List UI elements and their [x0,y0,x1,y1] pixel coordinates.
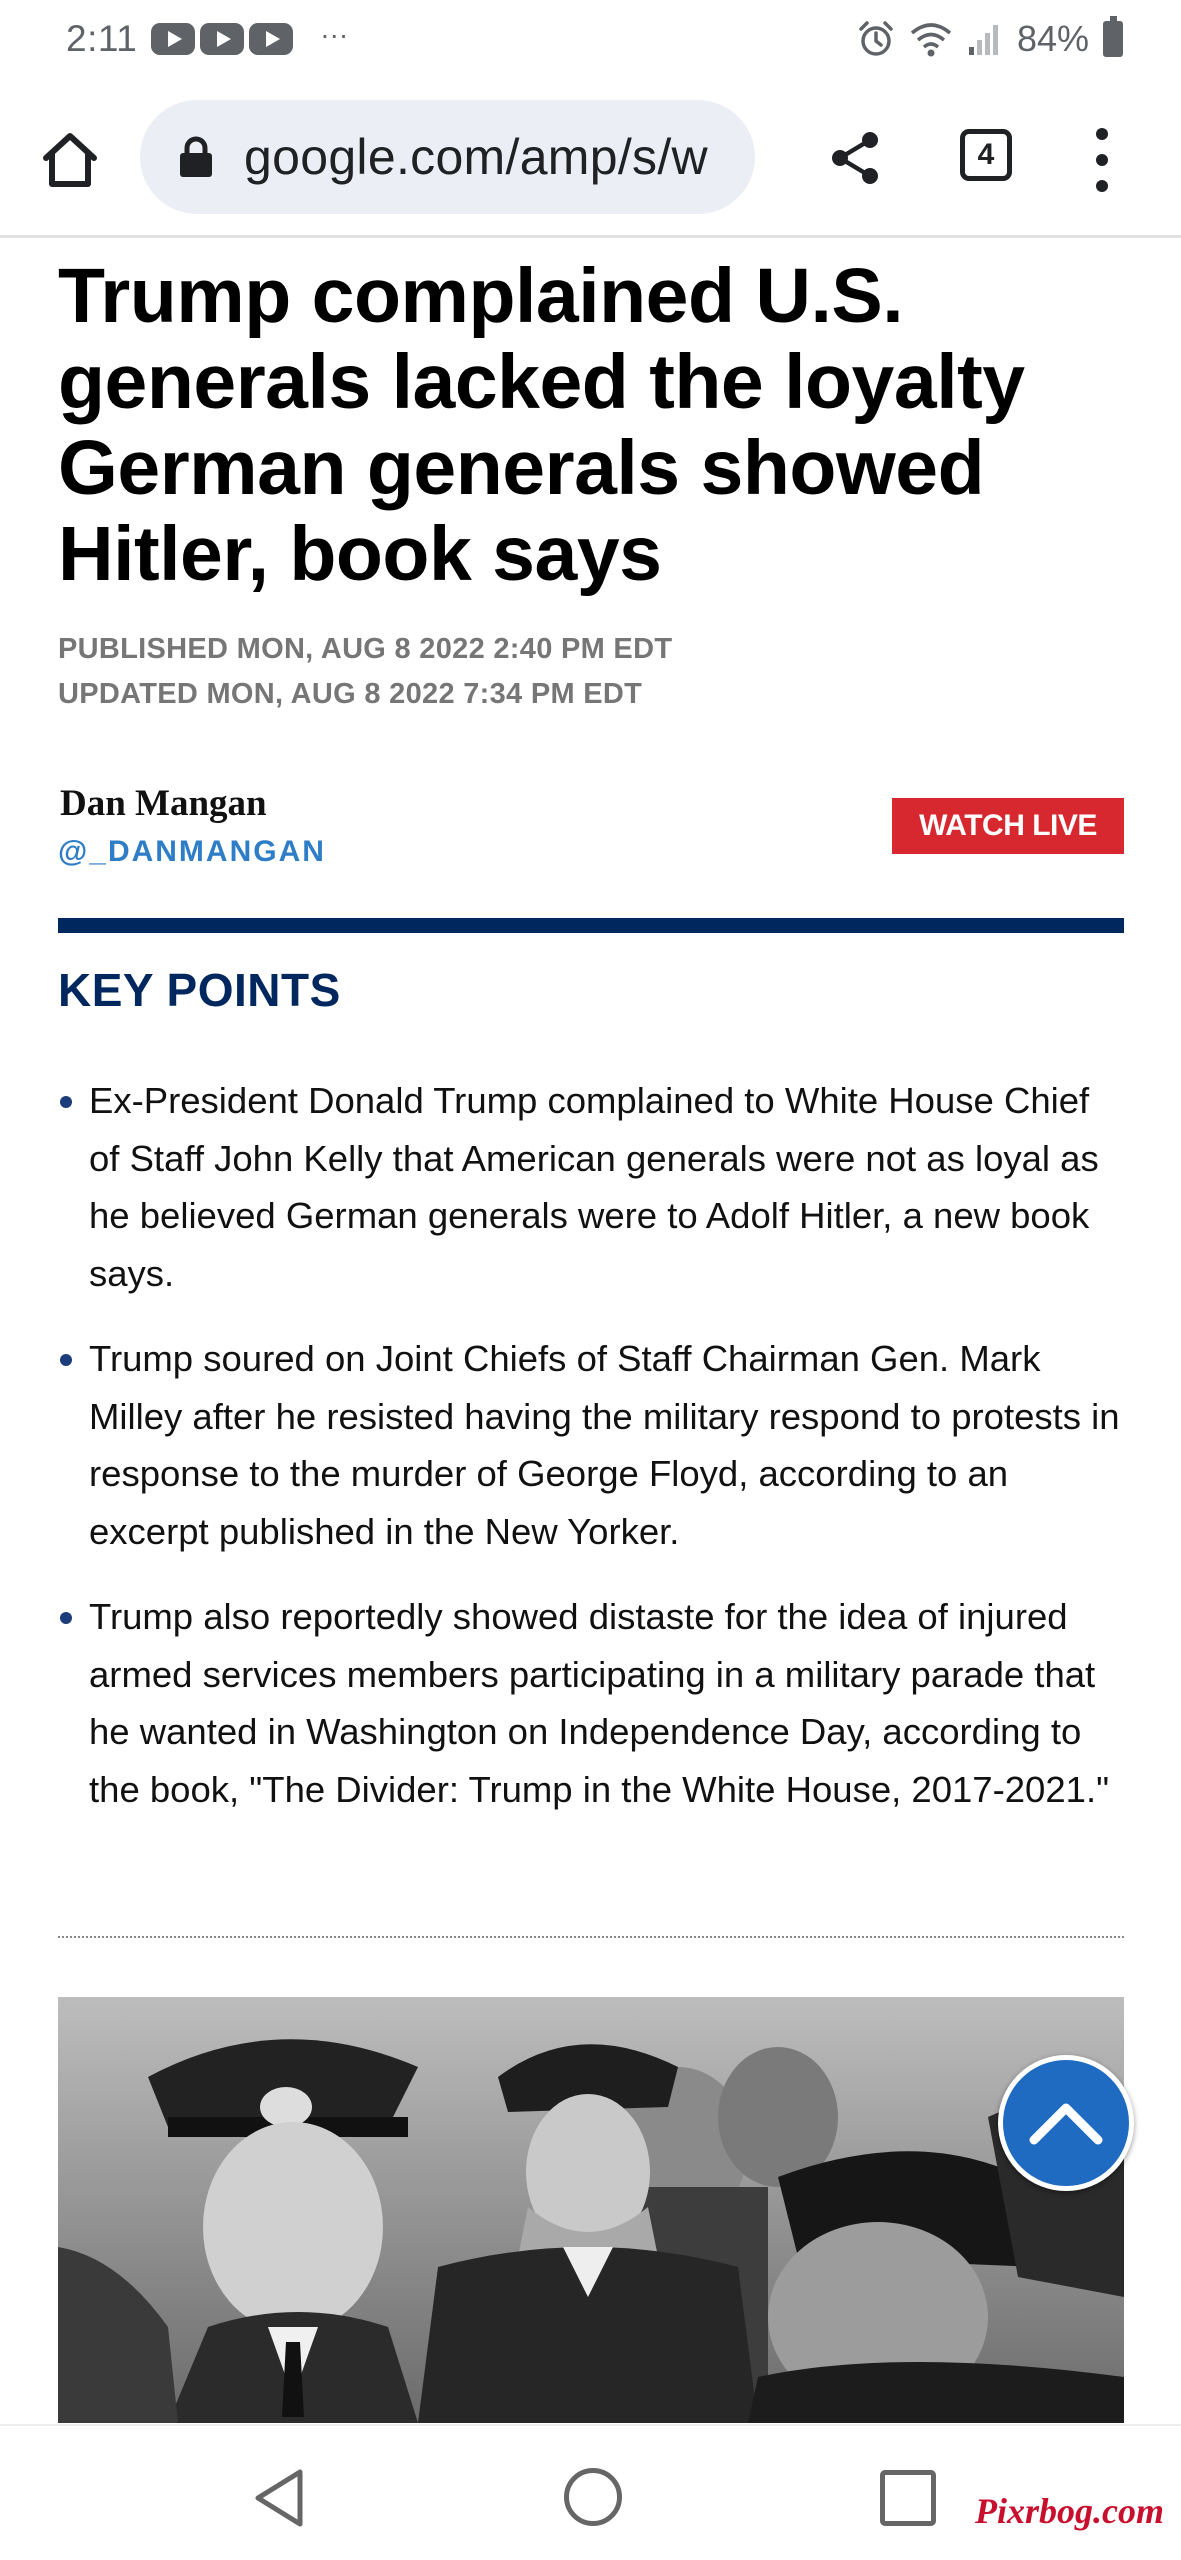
more-notifications-dots: ··· [320,19,349,50]
dotted-divider [58,1936,1124,1938]
scroll-to-top-button[interactable] [998,2055,1134,2191]
article-photo[interactable] [58,1997,1124,2423]
status-right-group [857,18,1123,60]
key-point-item [58,1330,1128,1560]
chevron-up-icon [1026,2098,1106,2148]
bullet-icon [60,1096,72,1108]
key-point-text: Ex-President Donald Trump complained to White House Chief of Staff John Kelly that American generals were not as loyal as he believed German generals were to Adolf Hitler, a new book says. [89,1080,1099,1294]
key-points-list [58,1072,1128,1846]
photo-illustration [58,1997,1124,2423]
tab-count: 4 [977,138,995,171]
browser-toolbar [0,78,1181,238]
address-bar[interactable] [140,100,755,214]
nav-recents-icon[interactable] [880,2470,936,2526]
key-points-title: KEY POINTS [58,964,341,1016]
article-headline: Trump complained U.S. generals lacked the loyalty German generals showed Hitler, book says [58,253,1025,597]
status-bar [0,0,1181,78]
key-point-text: Trump also reportedly showed distaste for the idea of injured armed services members participating in a military parade that he wanted in Washington on Independence Day, according to the book, "The Divider: Trump in the White House, 2017-2021." [89,1596,1110,1810]
youtube-icon [151,23,195,55]
updated-timestamp: UPDATED MON, AUG 8 2022 7:34 PM EDT [58,678,643,710]
key-points-rule [58,918,1124,933]
nav-back-icon[interactable] [250,2466,310,2530]
battery-percentage: 84% [1016,18,1089,59]
watermark-logo: Pixrbog.com [975,2491,1164,2531]
bullet-icon [60,1354,72,1366]
tab-switcher-button[interactable] [960,129,1012,181]
watch-live-button[interactable]: WATCH LIVE [892,798,1124,854]
article-timestamps [58,627,672,717]
key-point-text: Trump soured on Joint Chiefs of Staff Chairman Gen. Mark Milley after he resisted having the military respond to protests in response to the murder of George Floyd, according to an excerpt published in the New Yorker. [89,1338,1120,1552]
author-handle[interactable]: @_DANMANGAN [58,835,326,868]
signal-icon [967,21,1003,57]
nav-home-icon[interactable] [564,2468,622,2526]
bullet-icon [60,1612,72,1624]
key-point-item [58,1072,1128,1302]
youtube-icon [200,23,244,55]
status-time: 2:11 [66,18,138,59]
alarm-icon [857,20,895,58]
share-icon[interactable] [826,128,886,188]
wifi-icon [909,21,953,57]
more-vert-icon[interactable] [1090,128,1114,192]
published-timestamp: PUBLISHED MON, AUG 8 2022 2:40 PM EDT [58,633,673,665]
youtube-icon [249,23,293,55]
author-name[interactable]: Dan Mangan [60,783,267,824]
url-text[interactable]: google.com/amp/s/w [244,129,708,185]
key-point-item [58,1588,1128,1818]
home-icon[interactable] [38,128,102,192]
lock-icon [178,136,214,178]
battery-icon [1103,21,1123,57]
